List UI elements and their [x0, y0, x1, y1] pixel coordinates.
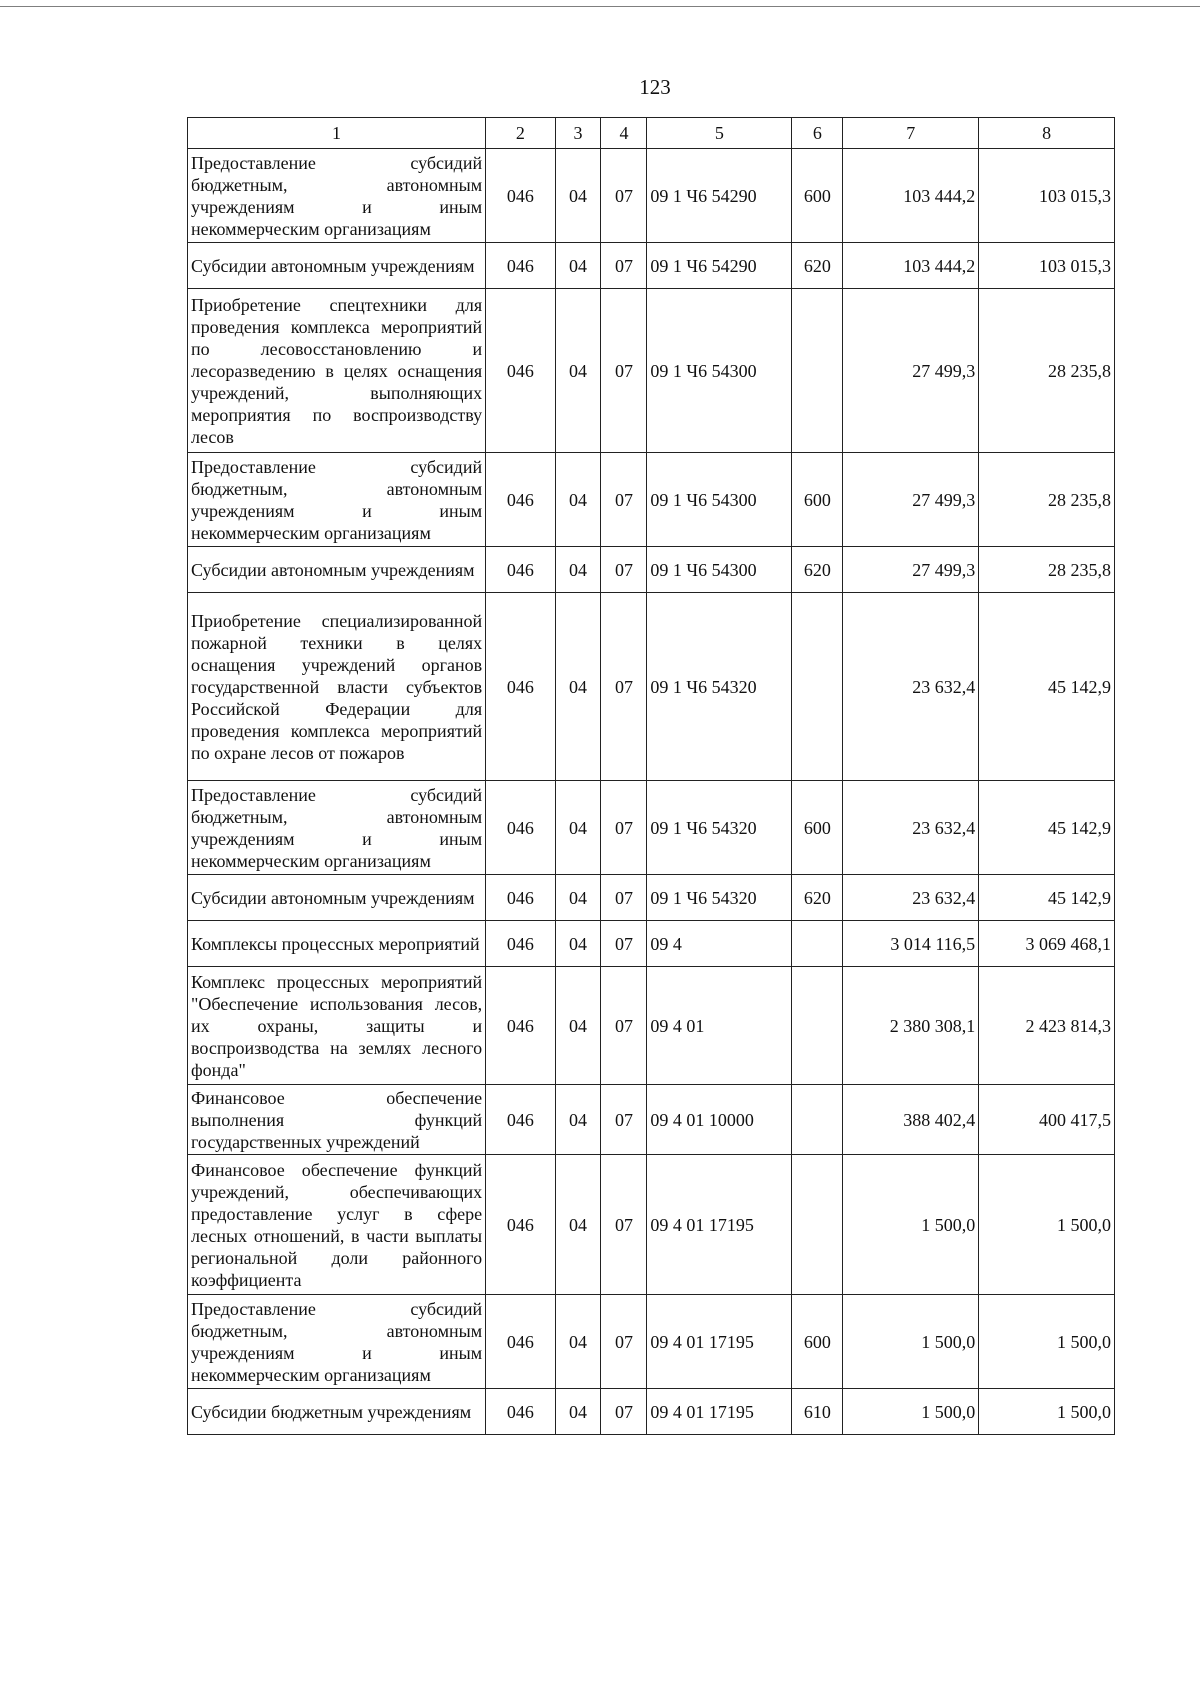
col-4-value: 07 [601, 289, 647, 453]
table-row [188, 243, 1115, 289]
col-3-value: 04 [555, 1085, 601, 1155]
col-3-value: 04 [555, 781, 601, 875]
col-8-value: 3 069 468,1 [979, 921, 1115, 967]
row-name: Субсидии бюджетным учреждениям [188, 1389, 486, 1435]
row-name: Приобретение специализированной пожарной техники в целях оснащения учреждений органов государственной власти субъектов Российской Федерации для проведения комплекса мероприятий по охране лесов от пожаров [188, 593, 486, 781]
col-3-value: 04 [555, 1155, 601, 1295]
table-row [188, 1389, 1115, 1435]
col-4-value: 07 [601, 547, 647, 593]
col-6-value [792, 593, 843, 781]
col-7-value: 1 500,0 [843, 1389, 979, 1435]
col-8-value: 1 500,0 [979, 1155, 1115, 1295]
col-3-value: 04 [555, 243, 601, 289]
col-7-value: 2 380 308,1 [843, 967, 979, 1085]
col-3-value: 04 [555, 1295, 601, 1389]
row-name: Субсидии автономным учреждениям [188, 547, 486, 593]
table-row [188, 781, 1115, 875]
col-5-value: 09 1 Ч6 54290 [647, 149, 792, 243]
col-5-value: 09 1 Ч6 54300 [647, 289, 792, 453]
col-4-value: 07 [601, 1295, 647, 1389]
col-2-value: 046 [486, 1155, 555, 1295]
col-4-value: 07 [601, 1389, 647, 1435]
col-4-value: 07 [601, 453, 647, 547]
col-8-value: 2 423 814,3 [979, 967, 1115, 1085]
col-5-value: 09 1 Ч6 54290 [647, 243, 792, 289]
col-8-value: 1 500,0 [979, 1389, 1115, 1435]
col-7-value: 388 402,4 [843, 1085, 979, 1155]
col-2-value: 046 [486, 547, 555, 593]
table-row [188, 547, 1115, 593]
col-8-value: 45 142,9 [979, 875, 1115, 921]
header-col-2: 2 [486, 118, 555, 149]
col-5-value: 09 1 Ч6 54320 [647, 875, 792, 921]
row-name: Предоставление субсидий бюджетным, автономным учреждениям и иным некоммерческим организациям [188, 453, 486, 547]
col-2-value: 046 [486, 875, 555, 921]
col-4-value: 07 [601, 875, 647, 921]
header-row [188, 118, 1115, 149]
col-7-value: 27 499,3 [843, 453, 979, 547]
col-6-value [792, 1155, 843, 1295]
col-5-value: 09 4 01 [647, 967, 792, 1085]
scan-top-edge [0, 6, 1200, 7]
col-4-value: 07 [601, 967, 647, 1085]
table-row [188, 453, 1115, 547]
row-name: Финансовое обеспечение функций учреждений, обеспечивающих предоставление услуг в сфере лесных отношений, в части выплаты региональной доли районного коэффициента [188, 1155, 486, 1295]
col-4-value: 07 [601, 921, 647, 967]
table-row [188, 149, 1115, 243]
col-6-value [792, 967, 843, 1085]
col-3-value: 04 [555, 149, 601, 243]
col-5-value: 09 4 01 17195 [647, 1389, 792, 1435]
row-name: Субсидии автономным учреждениям [188, 243, 486, 289]
col-6-value: 620 [792, 875, 843, 921]
table-header [188, 118, 1115, 149]
row-name: Предоставление субсидий бюджетным, автономным учреждениям и иным некоммерческим организациям [188, 149, 486, 243]
col-4-value: 07 [601, 593, 647, 781]
col-5-value: 09 1 Ч6 54320 [647, 781, 792, 875]
col-6-value [792, 921, 843, 967]
table-row [188, 593, 1115, 781]
col-7-value: 27 499,3 [843, 547, 979, 593]
col-2-value: 046 [486, 289, 555, 453]
col-3-value: 04 [555, 921, 601, 967]
table-row [188, 1155, 1115, 1295]
row-name: Комплексы процессных мероприятий [188, 921, 486, 967]
header-col-3: 3 [555, 118, 601, 149]
col-6-value: 610 [792, 1389, 843, 1435]
col-8-value: 400 417,5 [979, 1085, 1115, 1155]
col-3-value: 04 [555, 453, 601, 547]
row-name: Комплекс процессных мероприятий "Обеспечение использования лесов, их охраны, защиты и воспроизводства на землях лесного фонда" [188, 967, 486, 1085]
header-col-8: 8 [979, 118, 1115, 149]
header-col-1: 1 [188, 118, 486, 149]
col-7-value: 23 632,4 [843, 875, 979, 921]
col-5-value: 09 4 01 17195 [647, 1295, 792, 1389]
col-6-value [792, 1085, 843, 1155]
col-4-value: 07 [601, 149, 647, 243]
col-5-value: 09 4 [647, 921, 792, 967]
col-2-value: 046 [486, 781, 555, 875]
col-8-value: 45 142,9 [979, 593, 1115, 781]
table-row [188, 1085, 1115, 1155]
col-2-value: 046 [486, 921, 555, 967]
col-2-value: 046 [486, 967, 555, 1085]
table-row [188, 875, 1115, 921]
col-2-value: 046 [486, 1085, 555, 1155]
col-5-value: 09 1 Ч6 54300 [647, 453, 792, 547]
col-8-value: 45 142,9 [979, 781, 1115, 875]
col-3-value: 04 [555, 1389, 601, 1435]
col-2-value: 046 [486, 1389, 555, 1435]
col-6-value: 600 [792, 453, 843, 547]
col-7-value: 23 632,4 [843, 781, 979, 875]
row-name: Субсидии автономным учреждениям [188, 875, 486, 921]
col-3-value: 04 [555, 593, 601, 781]
col-2-value: 046 [486, 243, 555, 289]
col-6-value: 600 [792, 1295, 843, 1389]
col-3-value: 04 [555, 547, 601, 593]
row-name: Финансовое обеспечение выполнения функций государственных учреждений [188, 1085, 486, 1155]
budget-table [187, 117, 1115, 1435]
col-6-value: 620 [792, 547, 843, 593]
col-8-value: 1 500,0 [979, 1295, 1115, 1389]
col-2-value: 046 [486, 1295, 555, 1389]
header-col-5: 5 [647, 118, 792, 149]
col-7-value: 103 444,2 [843, 243, 979, 289]
header-col-7: 7 [843, 118, 979, 149]
table-row [188, 921, 1115, 967]
col-6-value: 620 [792, 243, 843, 289]
col-7-value: 103 444,2 [843, 149, 979, 243]
row-name: Предоставление субсидий бюджетным, автономным учреждениям и иным некоммерческим организациям [188, 781, 486, 875]
col-2-value: 046 [486, 593, 555, 781]
col-7-value: 3 014 116,5 [843, 921, 979, 967]
col-3-value: 04 [555, 289, 601, 453]
col-4-value: 07 [601, 1155, 647, 1295]
table-row [188, 967, 1115, 1085]
col-7-value: 23 632,4 [843, 593, 979, 781]
col-5-value: 09 4 01 17195 [647, 1155, 792, 1295]
col-4-value: 07 [601, 781, 647, 875]
col-5-value: 09 1 Ч6 54300 [647, 547, 792, 593]
row-name: Приобретение спецтехники для проведения комплекса мероприятий по лесовосстановлению и лесоразведению в целях оснащения учреждений, выполняющих мероприятия по воспроизводству лесов [188, 289, 486, 453]
col-2-value: 046 [486, 453, 555, 547]
col-8-value: 28 235,8 [979, 453, 1115, 547]
col-8-value: 103 015,3 [979, 243, 1115, 289]
col-6-value: 600 [792, 781, 843, 875]
table-body [188, 149, 1115, 1435]
header-col-4: 4 [601, 118, 647, 149]
col-7-value: 1 500,0 [843, 1295, 979, 1389]
col-3-value: 04 [555, 967, 601, 1085]
table-row [188, 1295, 1115, 1389]
col-5-value: 09 1 Ч6 54320 [647, 593, 792, 781]
col-8-value: 28 235,8 [979, 289, 1115, 453]
col-6-value [792, 289, 843, 453]
col-8-value: 28 235,8 [979, 547, 1115, 593]
row-name: Предоставление субсидий бюджетным, автономным учреждениям и иным некоммерческим организациям [188, 1295, 486, 1389]
col-3-value: 04 [555, 875, 601, 921]
col-6-value: 600 [792, 149, 843, 243]
col-7-value: 1 500,0 [843, 1155, 979, 1295]
table-row [188, 289, 1115, 453]
col-4-value: 07 [601, 243, 647, 289]
header-col-6: 6 [792, 118, 843, 149]
col-8-value: 103 015,3 [979, 149, 1115, 243]
col-5-value: 09 4 01 10000 [647, 1085, 792, 1155]
col-7-value: 27 499,3 [843, 289, 979, 453]
col-4-value: 07 [601, 1085, 647, 1155]
col-2-value: 046 [486, 149, 555, 243]
page-number: 123 [639, 75, 671, 99]
